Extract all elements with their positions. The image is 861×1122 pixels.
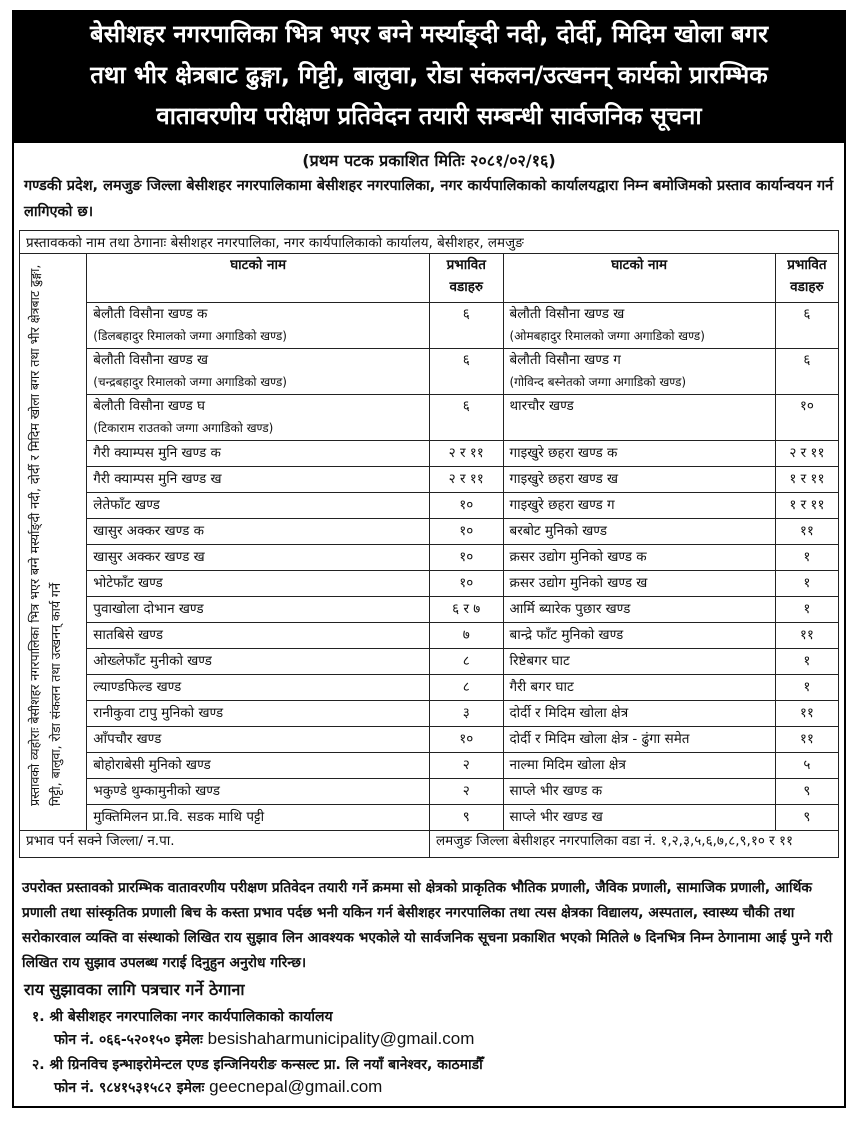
- ward-cell: [430, 571, 504, 597]
- site-name-cell-subtext: (चन्द्रबहादुर रिमालको जग्गा अगाडिको खण्ड): [93, 375, 287, 389]
- col-site-name-2: घाटको नाम: [503, 254, 775, 303]
- proposal-side-cell: [20, 254, 87, 831]
- table-row: [20, 349, 839, 395]
- ward-cell-text: ९: [462, 809, 470, 825]
- site-name-cell: [503, 349, 775, 395]
- site-name-cell: [503, 649, 775, 675]
- ward-cell: [775, 303, 838, 349]
- contact-1-phone: फोन नं. ०६६-५२०१५० इमेलः: [54, 1032, 203, 1048]
- site-name-cell-text: दोर्दी र मिदिम खोला क्षेत्र - ढुंगा समेत: [509, 731, 690, 747]
- site-name-cell: [87, 649, 430, 675]
- site-table: [19, 230, 839, 858]
- site-name-cell: [503, 597, 775, 623]
- site-name-cell-text: साप्ले भीर खण्ड ख: [509, 809, 603, 825]
- site-name-cell-text: बरबोट मुनिको खण्ड: [509, 523, 607, 539]
- header-line-3: वातावरणीय परीक्षण प्रतिवेदन तयारी सम्बन्धी सार्वजनिक सूचना: [156, 102, 702, 130]
- site-name-cell-text: सातबिसे खण्ड: [93, 627, 163, 643]
- header-line-2: तथा भीर क्षेत्रबाट ढुङ्गा, गिट्टी, बालुवा, रोडा संकलन/उत्खनन् कार्यको प्रारम्भिक: [90, 61, 768, 89]
- site-name-cell: [503, 545, 775, 571]
- ward-cell-text: ६ र ७: [452, 601, 481, 617]
- ward-cell-text: ११: [799, 705, 814, 721]
- table-header-row: [20, 254, 839, 303]
- site-name-cell-text: गैरी बगर घाट: [509, 679, 574, 695]
- ward-cell: [430, 545, 504, 571]
- intro-paragraph: गण्डकी प्रदेश, लमजुङ जिल्ला बेसीशहर नगरपालिकामा बेसीशहर नगरपालिका, नगर कार्यपालिकाको कार्यालयद्वारा निम्न बमोजिमको प्रस्ताव कार्यान्वयन गर्न लागिएको छ।: [24, 178, 834, 220]
- site-name-cell: [503, 727, 775, 753]
- table-row: [20, 701, 839, 727]
- site-name-cell: [503, 701, 775, 727]
- ward-cell-text: ६: [462, 306, 470, 322]
- table-row: [20, 597, 839, 623]
- site-name-cell: [503, 753, 775, 779]
- ward-cell-text: ६: [462, 398, 470, 414]
- table-row: [20, 395, 839, 441]
- impact-row: [20, 831, 839, 858]
- contact-2-line: [32, 1076, 483, 1099]
- ward-cell: [430, 805, 504, 831]
- ward-cell-text: १: [803, 653, 811, 669]
- ward-cell-text: १०: [459, 497, 474, 513]
- site-name-cell-text: क्रसर उद्योग मुनिको खण्ड ख: [509, 575, 648, 591]
- site-name-cell-text: भोटेफाँट खण्ड: [93, 575, 163, 591]
- contact-2-phone: फोन नं. ९८४१५३१५८२ इमेलः: [54, 1080, 205, 1096]
- ward-cell-text: १: [803, 549, 811, 565]
- ward-cell: [430, 649, 504, 675]
- ward-cell: [430, 727, 504, 753]
- site-name-cell-text: भकुण्डे थुम्कामुनीको खण्ड: [93, 783, 220, 799]
- contact-1-name: १. श्री बेसीशहर नगरपालिका नगर कार्यपालिकाको कार्यालय: [32, 1009, 333, 1025]
- ward-cell-text: १०: [799, 398, 814, 414]
- contact-title: राय सुझावका लागि पत्रचार गर्ने ठेगाना: [24, 980, 245, 999]
- site-name-cell-text: बेलौती विसौना खण्ड क: [93, 306, 208, 322]
- site-name-cell: [87, 467, 430, 493]
- site-name-cell-text: नाल्मा मिदिम खोला क्षेत्र: [509, 757, 626, 773]
- site-name-cell-text: बेलौती विसौना खण्ड ख: [93, 352, 209, 368]
- site-name-cell: [503, 675, 775, 701]
- site-name-cell-subtext: (गोविन्द बस्नेतको जग्गा अगाडिको खण्ड): [509, 375, 687, 389]
- ward-cell-text: २ र ११: [448, 445, 484, 461]
- site-name-cell: [87, 805, 430, 831]
- site-name-cell-text: बेलौती विसौना खण्ड ग: [509, 352, 621, 368]
- site-name-cell-text: ल्याण्डफिल्ड खण्ड: [93, 679, 182, 695]
- contact-1-email[interactable]: besishaharmunicipality@gmail.com: [207, 1029, 475, 1048]
- ward-cell: [775, 349, 838, 395]
- proponent-text: प्रस्तावकको नाम तथा ठेगानाः बेसीशहर नगरपालिका, नगर कार्यपालिकाको कार्यालय, बेसीशहर, लमजुङ: [20, 231, 839, 254]
- table-row: [20, 623, 839, 649]
- ward-cell: [775, 727, 838, 753]
- ward-cell-text: २ र ११: [448, 471, 484, 487]
- table-row: [20, 519, 839, 545]
- ward-cell: [430, 675, 504, 701]
- contact-2-name: २. श्री ग्रिनविच इन्भाइरोमेन्टल एण्ड इन्जिनियरीङ कन्सल्ट प्रा. लि नयाँ बानेश्वर, काठमाडौँ: [32, 1057, 483, 1073]
- site-name-cell-text: आर्मि ब्यारेक पुछार खण्ड: [509, 601, 631, 617]
- site-name-cell-text: बोहोराबेसी मुनिको खण्ड: [93, 757, 211, 773]
- site-name-cell-text: लेतेफाँट खण्ड: [93, 497, 160, 513]
- ward-cell: [775, 493, 838, 519]
- ward-cell-text: १: [803, 575, 811, 591]
- ward-cell-text: १०: [459, 549, 474, 565]
- site-name-cell: [503, 623, 775, 649]
- site-name-cell: [503, 493, 775, 519]
- ward-cell: [775, 649, 838, 675]
- ward-cell: [775, 441, 838, 467]
- site-name-cell: [87, 441, 430, 467]
- site-name-cell: [503, 441, 775, 467]
- site-name-cell-text: ओख्लेफाँट मुनीको खण्ड: [93, 653, 212, 669]
- site-name-cell: [87, 623, 430, 649]
- ward-cell-text: १०: [459, 731, 474, 747]
- site-name-cell-text: बेलौती विसौना खण्ड घ: [93, 398, 205, 414]
- site-name-cell-text: साप्ले भीर खण्ड क: [509, 783, 603, 799]
- contact-1: [32, 1006, 474, 1051]
- site-name-cell-text: रिष्टेबगर घाट: [509, 653, 570, 669]
- col-ward-2: प्रभावित वडाहरु: [775, 254, 838, 303]
- impact-label: प्रभाव पर्न सक्ने जिल्ला/ न.पा.: [20, 831, 430, 858]
- site-name-cell: [87, 349, 430, 395]
- ward-cell: [430, 597, 504, 623]
- site-name-cell: [503, 571, 775, 597]
- ward-cell-text: ६: [462, 352, 470, 368]
- table-row: [20, 545, 839, 571]
- ward-cell-text: ६: [803, 306, 811, 322]
- site-name-cell-subtext: (डिलबहादुर रिमालको जग्गा अगाडिको खण्ड): [93, 329, 287, 343]
- ward-cell: [430, 623, 504, 649]
- table-row: [20, 805, 839, 831]
- ward-cell-text: ८: [462, 679, 470, 695]
- table-row: [20, 303, 839, 349]
- ward-cell-text: ९: [803, 809, 811, 825]
- ward-cell: [430, 395, 504, 441]
- ward-cell-text: ६: [803, 352, 811, 368]
- body-paragraph: उपरोक्त प्रस्तावको प्रारम्भिक वातावरणीय परीक्षण प्रतिवेदन तयारी गर्ने क्रममा सो क्षेत्रको प्राकृतिक भौतिक प्रणाली, जैविक प्रणाली, सामाजिक प्रणाली, आर्थिक प्रणाली तथा सांस्कृतिक प्रणाली बिच के कस्ता प्रभाव पर्दछ भनी यकिन गर्न बेसीशहर नगरपालिका तथा त्यस क्षेत्रका विद्यालय, अस्पताल, स्वास्थ्य चौकी तथा सरोकारवाल व्यक्ति वा संस्थाको लिखित राय सुझाव लिन आवश्यक भएकोले यो सार्वजनिक सूचना प्रकाशित भएको मितिले ७ दिनभित्र निम्न ठेगानामा आई पुग्ने गरी लिखित राय सुझाव उपलब्ध गराई दिनुहुन अनुरोध गरिन्छ।: [22, 880, 833, 971]
- site-name-cell: [87, 571, 430, 597]
- table-row: [20, 649, 839, 675]
- site-name-cell: [87, 597, 430, 623]
- contact-2-email[interactable]: geecnepal@gmail.com: [209, 1077, 383, 1096]
- ward-cell-text: ११: [799, 523, 814, 539]
- impact-value: लमजुङ जिल्ला बेसीशहर नगरपालिका वडा नं. १,२,३,५,६,७,८,९,१० र ११: [430, 831, 839, 858]
- ward-cell: [775, 675, 838, 701]
- ward-cell: [775, 597, 838, 623]
- site-name-cell: [87, 303, 430, 349]
- site-name-cell-subtext: (टिकाराम राउतको जग्गा अगाडिको खण्ड): [93, 421, 274, 435]
- ward-cell-text: १ र ११: [789, 497, 825, 513]
- public-notice: [12, 10, 846, 1108]
- table-row: [20, 675, 839, 701]
- site-name-cell: [87, 779, 430, 805]
- ward-cell: [775, 623, 838, 649]
- site-name-cell: [87, 545, 430, 571]
- ward-cell: [775, 753, 838, 779]
- ward-cell-text: २: [462, 783, 470, 799]
- ward-cell-text: ३: [462, 705, 470, 721]
- ward-cell: [775, 395, 838, 441]
- table-row: [20, 571, 839, 597]
- site-name-cell-subtext: (ओमबहादुर रिमालको जग्गा अगाडिको खण्ड): [509, 329, 705, 343]
- site-name-cell-text: थारचौर खण्ड: [509, 398, 574, 414]
- proponent-row: [20, 231, 839, 254]
- site-name-cell-text: क्रसर उद्योग मुनिको खण्ड क: [509, 549, 647, 565]
- ward-cell: [430, 779, 504, 805]
- col-ward-1: प्रभावित वडाहरु: [430, 254, 504, 303]
- site-name-cell-text: गाइखुरे छहरा खण्ड क: [509, 445, 618, 461]
- site-name-cell-text: खासुर अक्कर खण्ड क: [93, 523, 204, 539]
- site-name-cell: [87, 727, 430, 753]
- table-row: [20, 727, 839, 753]
- ward-cell-text: १०: [459, 523, 474, 539]
- proposal-description: प्रस्तावको व्यहोराः बेसीशहर नगरपालिका भित्र भएर बग्ने मर्स्याङ्दी नदी, दोर्दी र मिदिम खोला बगर तथा भीर क्षेत्रबाट ढुङ्गा, गिट्टी, बालुवा, रोडा संकलन तथा उत्खनन् कार्य गर्ने: [27, 264, 63, 806]
- ward-cell-text: १: [803, 679, 811, 695]
- site-name-cell-text: रानीकुवा टापु मुनिको खण्ड: [93, 705, 224, 721]
- contact-1-line: [32, 1028, 474, 1051]
- ward-cell-text: १ र ११: [789, 471, 825, 487]
- ward-cell-text: ८: [462, 653, 470, 669]
- site-name-cell: [87, 675, 430, 701]
- col-site-name-1: घाटको नाम: [87, 254, 430, 303]
- ward-cell: [775, 571, 838, 597]
- ward-cell: [430, 701, 504, 727]
- header-line-1: बेसीशहर नगरपालिका भित्र भएर बग्ने मर्स्याङ्दी नदी, दोर्दी, मिदिम खोला बगर: [89, 20, 769, 48]
- ward-cell-text: ११: [799, 731, 814, 747]
- table-row: [20, 493, 839, 519]
- ward-cell: [430, 753, 504, 779]
- table-row: [20, 467, 839, 493]
- ward-cell: [430, 467, 504, 493]
- ward-cell: [430, 493, 504, 519]
- site-name-cell-text: आँपचौर खण्ड: [93, 731, 162, 747]
- ward-cell: [775, 779, 838, 805]
- site-name-cell-text: पुवाखोला दोभान खण्ड: [93, 601, 204, 617]
- contact-2: [32, 1054, 483, 1099]
- ward-cell: [775, 519, 838, 545]
- site-name-cell: [503, 519, 775, 545]
- site-name-cell-text: मुक्तिमिलन प्रा.वि. सडक माथि पट्टी: [93, 809, 265, 825]
- site-name-cell-text: खासुर अक्कर खण्ड ख: [93, 549, 205, 565]
- ward-cell-text: १: [803, 601, 811, 617]
- ward-cell-text: २ र ११: [789, 445, 825, 461]
- ward-cell-text: २: [462, 757, 470, 773]
- site-name-cell: [87, 519, 430, 545]
- site-name-cell-text: गैरी क्याम्पस मुनि खण्ड ख: [93, 471, 222, 487]
- site-name-cell-text: बान्द्रे फाँट मुनिको खण्ड: [509, 627, 624, 643]
- ward-cell: [430, 303, 504, 349]
- site-name-cell: [87, 493, 430, 519]
- ward-cell: [775, 701, 838, 727]
- table-row: [20, 441, 839, 467]
- ward-cell: [430, 519, 504, 545]
- ward-cell: [775, 545, 838, 571]
- site-name-cell: [503, 779, 775, 805]
- site-name-cell: [503, 805, 775, 831]
- ward-cell: [430, 349, 504, 395]
- site-name-cell: [87, 395, 430, 441]
- ward-cell-text: ७: [462, 627, 470, 643]
- ward-cell: [775, 467, 838, 493]
- publication-date: (प्रथम पटक प्रकाशित मितिः २०८१/०२/१६): [302, 151, 556, 170]
- notice-header: [14, 12, 844, 143]
- site-name-cell-text: दोर्दी र मिदिम खोला क्षेत्र: [509, 705, 629, 721]
- table-row: [20, 779, 839, 805]
- site-name-cell-text: गाइखुरे छहरा खण्ड ख: [509, 471, 619, 487]
- site-name-cell: [87, 753, 430, 779]
- ward-cell: [430, 441, 504, 467]
- site-name-cell: [503, 395, 775, 441]
- site-name-cell-text: गाइखुरे छहरा खण्ड ग: [509, 497, 615, 513]
- site-name-cell-text: बेलौती विसौना खण्ड ख: [509, 306, 625, 322]
- ward-cell-text: १०: [459, 575, 474, 591]
- ward-cell-text: ११: [799, 627, 814, 643]
- ward-cell-text: ९: [803, 783, 811, 799]
- ward-cell-text: ५: [803, 757, 811, 773]
- site-name-cell: [87, 701, 430, 727]
- ward-cell: [775, 805, 838, 831]
- site-name-cell: [503, 303, 775, 349]
- table-row: [20, 753, 839, 779]
- site-name-cell-text: गैरी क्याम्पस मुनि खण्ड क: [93, 445, 221, 461]
- site-name-cell: [503, 467, 775, 493]
